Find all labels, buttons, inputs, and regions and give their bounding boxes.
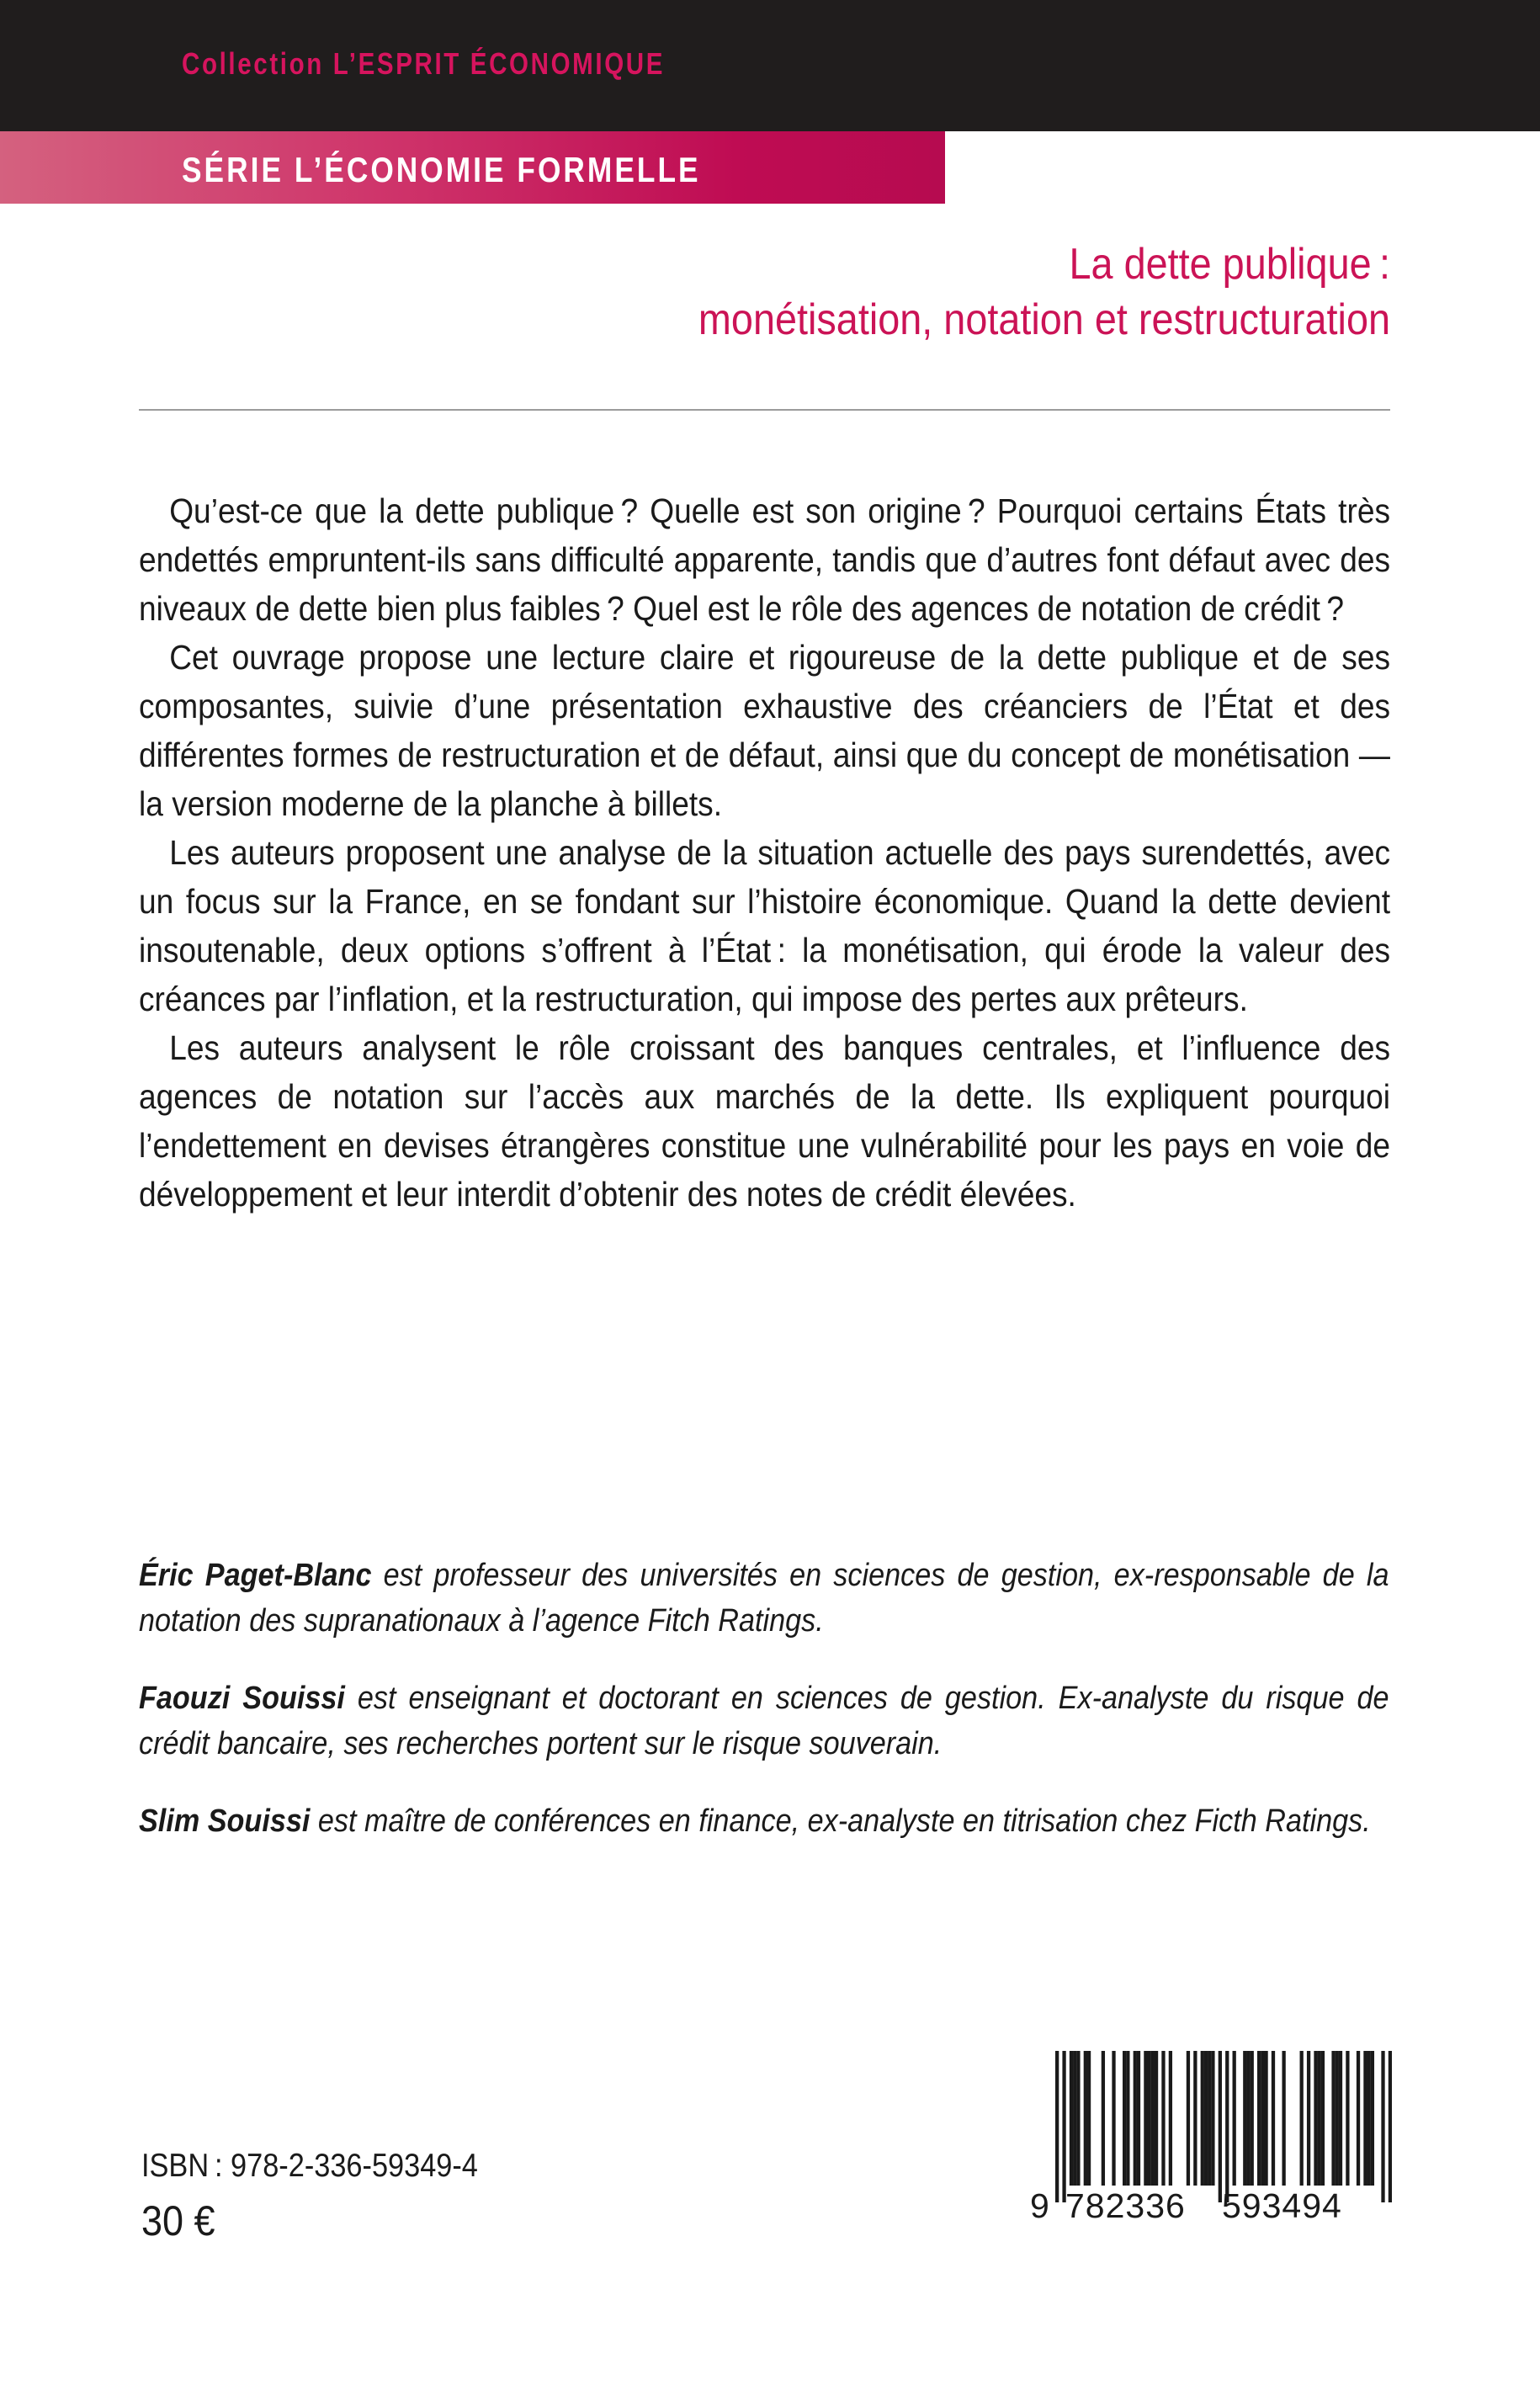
author-bio-1 [139, 1553, 1389, 1644]
author-name-1: Éric Paget-Blanc [139, 1558, 372, 1593]
author-bio-2 [139, 1676, 1389, 1766]
collection-label: Collection L’ESPRIT ÉCONOMIQUE [182, 46, 666, 81]
book-title-line-1: La dette publique : [1069, 240, 1390, 289]
author-name-2: Faouzi Souissi [139, 1681, 345, 1716]
barcode-svg [1055, 2051, 1392, 2202]
isbn-text: ISBN : 978-2-336-59349-4 [141, 2148, 478, 2184]
barcode-right-group: 593494 [1222, 2186, 1342, 2225]
author-bio-text-3: est maître de conférences en finance, ex-analyste en titrisation chez Ficth Ratings. [310, 1803, 1371, 1839]
book-title-line-2: monétisation, notation et restructuration [698, 295, 1390, 344]
blurb-paragraph-2: Cet ouvrage propose une lecture claire et rigoureuse de la dette publique et de ses composantes, suivie d’une présentation exhaustive des créanciers de l’État et des différentes formes de restructuration et de défaut, ainsi que du concept de monétisation — la version moderne de la planche à billets. [139, 638, 1391, 823]
barcode-left-group: 782336 [1065, 2186, 1186, 2225]
blurb-paragraph-1: Qu’est-ce que la dette publique ? Quelle est son origine ? Pourquoi certains États très endettés empruntent-ils sans difficulté apparente, tandis que d’autres font défaut avec des niveaux de dette bien plus faibles ? Quel est le rôle des agences de notation de crédit ? [139, 491, 1391, 628]
blurb-paragraph-4: Les auteurs analysent le rôle croissant des banques centrales, et l’influence des agences de notation sur l’accès aux marchés de la dette. Ils expliquent pourquoi l’endettement en devises étrangères constitue une vulnérabilité pour les pays en voie de développement et leur interdit d’obtenir des notes de crédit élevées. [139, 1028, 1391, 1214]
title-divider-rule [139, 409, 1390, 411]
book-title [139, 237, 1390, 348]
serie-label: SÉRIE L’ÉCONOMIE FORMELLE [182, 150, 701, 189]
author-name-3: Slim Souissi [139, 1803, 311, 1839]
blurb-paragraph-3: Les auteurs proposent une analyse de la situation actuelle des pays surendettés, avec un focus sur la France, en se fondant sur l’histoire économique. Quand la dette devient insoutenable, deux options s’offrent à l’État : la monétisation, qui érode la valeur des créances par l’inflation, et la restructuration, qui impose des pertes aux prêteurs. [139, 833, 1391, 1018]
author-bios [139, 1553, 1390, 1844]
author-bio-text-2: est enseignant et doctorant en sciences de gestion. Ex-analyste du risque de crédit bancaire, ses recherches portent sur le risque souverain. [139, 1681, 1389, 1761]
author-bio-3 [139, 1798, 1389, 1844]
author-bio-text-1: est professeur des universités en sciences de gestion, ex-responsable de la notation des supranationaux à l’agence Fitch Ratings. [139, 1558, 1389, 1639]
price-text: 30 € [141, 2197, 215, 2244]
blurb-text [139, 486, 1390, 1219]
barcode-lead-digit: 9 [1030, 2186, 1050, 2225]
ean13-barcode [1055, 2051, 1392, 2202]
